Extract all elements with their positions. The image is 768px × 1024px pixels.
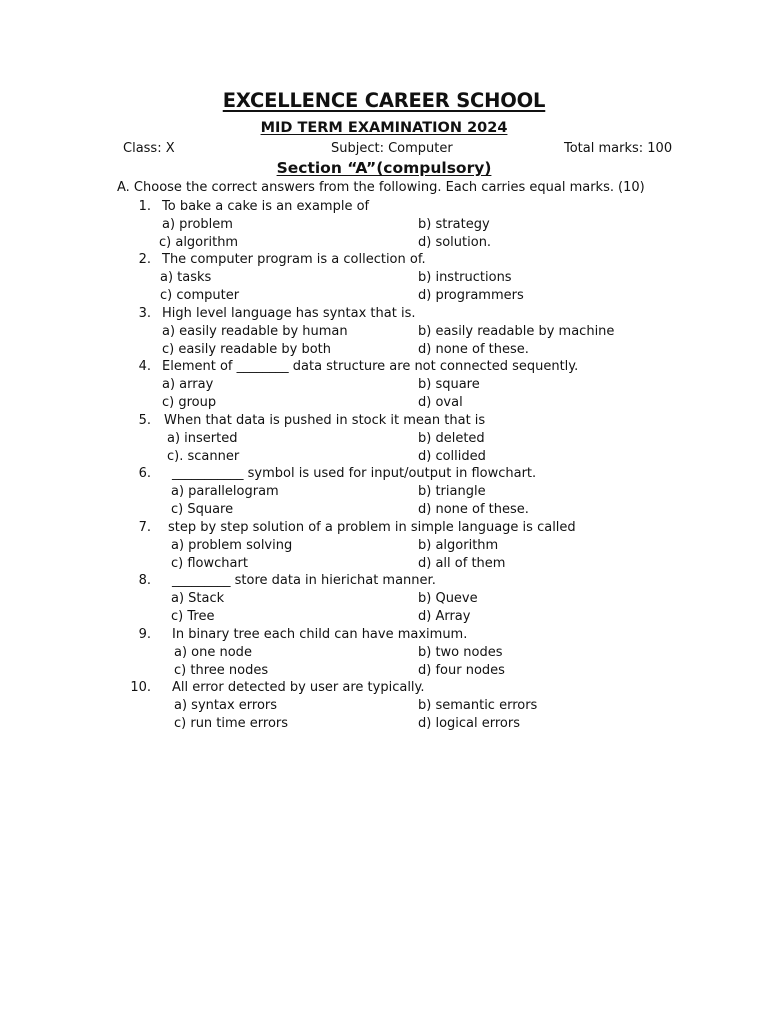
- question-text: When that data is pushed in stock it mean that is: [164, 413, 486, 428]
- question-number: 5.: [138, 413, 151, 428]
- option-a: a) one node: [174, 645, 252, 660]
- option-a: a) easily readable by human: [162, 324, 348, 339]
- option-a: a) array: [162, 377, 214, 392]
- option-b: b) two nodes: [418, 645, 503, 660]
- question-number: 10.: [130, 680, 151, 695]
- question-text: In binary tree each child can have maximum.: [172, 627, 468, 642]
- question-text: ___________ symbol is used for input/output in flowchart.: [172, 466, 537, 481]
- question-number: 9.: [138, 627, 151, 642]
- question-number: 6.: [138, 466, 151, 481]
- question-text: _________ store data in hierichat manner.: [172, 573, 436, 588]
- option-c: c) three nodes: [174, 663, 269, 678]
- option-b: b) square: [418, 377, 480, 392]
- option-d: d) collided: [418, 449, 486, 464]
- school-title: EXCELLENCE CAREER SCHOOL: [222, 89, 546, 112]
- question-number: 7.: [138, 520, 151, 535]
- option-b: b) semantic errors: [418, 698, 538, 713]
- option-d: d) four nodes: [418, 663, 505, 678]
- option-c: c) easily readable by both: [162, 342, 331, 357]
- option-d: d) none of these.: [418, 342, 529, 357]
- option-b: b) strategy: [418, 217, 490, 232]
- option-a: a) syntax errors: [174, 698, 278, 713]
- instructions-text: A. Choose the correct answers from the following. Each carries equal marks.: [117, 180, 614, 195]
- option-c: c) group: [162, 395, 217, 410]
- option-c: c) Square: [171, 502, 234, 517]
- question-text: step by step solution of a problem in simple language is called: [168, 520, 576, 535]
- option-b: b) algorithm: [418, 538, 499, 553]
- question-number: 1.: [138, 199, 151, 214]
- subject-label: Subject: Computer: [331, 141, 453, 156]
- option-a: a) inserted: [167, 431, 238, 446]
- option-c: c) computer: [160, 288, 240, 303]
- option-c: c) algorithm: [159, 235, 239, 250]
- option-c: c). scanner: [167, 449, 240, 464]
- question-number: 8.: [138, 573, 151, 588]
- question-text: All error detected by user are typically.: [172, 680, 425, 695]
- total-marks-label: Total marks: 100: [564, 141, 673, 156]
- section-title: Section “A”(compulsory): [276, 159, 492, 177]
- question-text: The computer program is a collection of.: [162, 252, 426, 267]
- option-a: a) tasks: [160, 270, 212, 285]
- option-b: b) Queve: [418, 591, 478, 606]
- instructions-marks: (10): [618, 180, 645, 195]
- option-a: a) problem solving: [171, 538, 293, 553]
- question-text: Element of ________ data structure are not connected sequently.: [162, 359, 579, 374]
- class-label: Class: X: [123, 141, 175, 156]
- question-number: 2.: [138, 252, 151, 267]
- question-text: To bake a cake is an example of: [162, 199, 370, 214]
- option-c: c) run time errors: [174, 716, 289, 731]
- option-d: d) Array: [418, 609, 471, 624]
- option-d: d) none of these.: [418, 502, 529, 517]
- option-d: d) logical errors: [418, 716, 520, 731]
- option-b: b) instructions: [418, 270, 512, 285]
- option-b: b) easily readable by machine: [418, 324, 615, 339]
- option-b: b) deleted: [418, 431, 485, 446]
- option-a: a) problem: [162, 217, 233, 232]
- question-text: High level language has syntax that is.: [162, 306, 416, 321]
- question-number: 3.: [138, 306, 151, 321]
- option-a: a) Stack: [171, 591, 225, 606]
- option-d: d) all of them: [418, 556, 506, 571]
- option-c: c) flowchart: [171, 556, 248, 571]
- option-a: a) parallelogram: [171, 484, 279, 499]
- option-d: d) programmers: [418, 288, 524, 303]
- option-d: d) oval: [418, 395, 463, 410]
- option-c: c) Tree: [171, 609, 215, 624]
- exam-title: MID TERM EXAMINATION 2024: [260, 120, 508, 136]
- question-number: 4.: [138, 359, 151, 374]
- option-d: d) solution.: [418, 235, 492, 250]
- option-b: b) triangle: [418, 484, 486, 499]
